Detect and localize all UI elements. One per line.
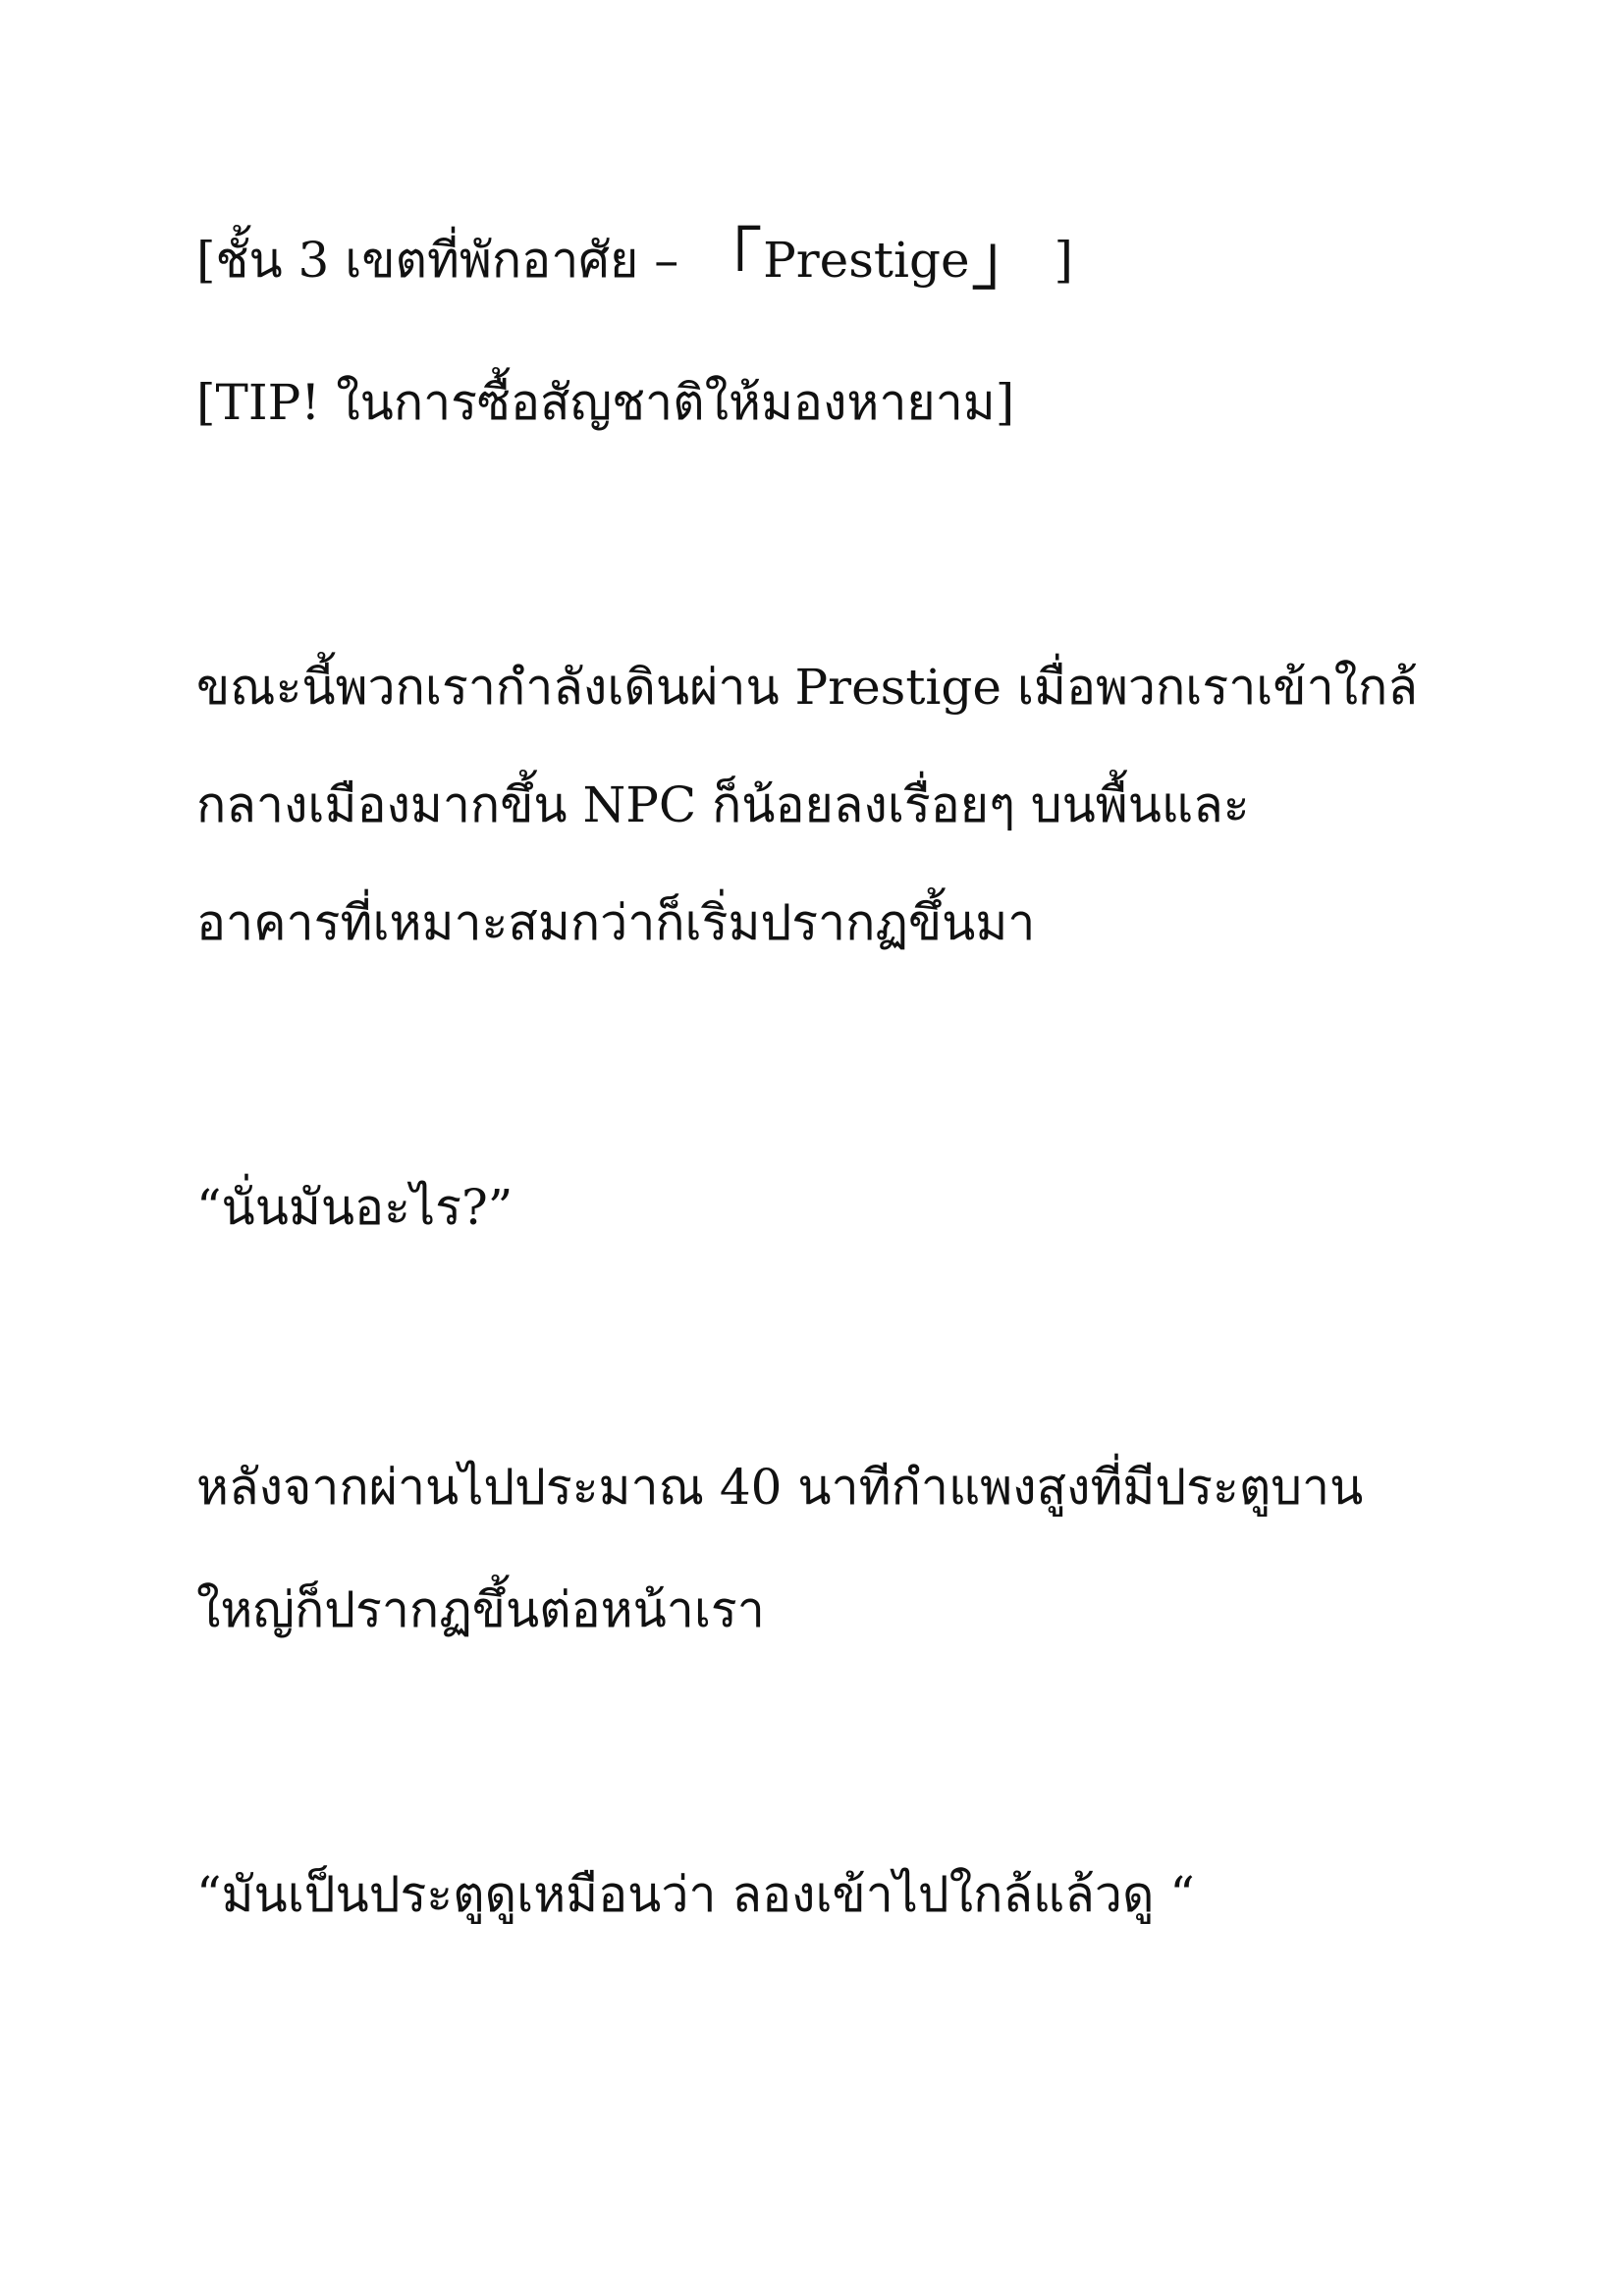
heading-area-name: Prestige — [763, 232, 970, 289]
heading-close-bracket: ] — [1054, 232, 1074, 289]
paragraph-line: หลังจากผ่านไปประมาณ 40 นาทีกำแพงสูงที่มีประตูบาน — [196, 1459, 1364, 1516]
heading-chapter-text: ชั้น 3 เขตที่พักอาศัย – — [215, 232, 679, 289]
heading-corner-close: 」 — [970, 220, 1038, 299]
paragraph-line: ขณะนี้พวกเรากำลังเดินผ่าน Prestige เมื่อพวกเราเข้าใกล้ — [196, 659, 1418, 716]
dialogue-line: “นั่นมันอะไร?” — [196, 1179, 514, 1236]
chapter-heading — [196, 221, 1073, 299]
heading-open-bracket: [ — [196, 232, 216, 289]
paragraph-line: กลางเมืองมากขึ้น NPC ก็น้อยลงเรื่อยๆ บนพื้นและ — [196, 776, 1250, 833]
paragraph-line: ใหญ่ก็ปรากฏขึ้นต่อหน้าเรา — [196, 1581, 765, 1638]
paragraph-line: อาคารที่เหมาะสมกว่าก็เริ่มปรากฏขึ้นมา — [196, 894, 1036, 951]
dialogue-line: “มันเป็นประตูดูเหมือนว่า ลองเข้าไปใกล้แล้วดู “ — [196, 1866, 1195, 1923]
tip-line: [TIP! ในการซื้อสัญชาติให้มองหายาม] — [196, 374, 1015, 431]
heading-corner-open: 「 — [695, 220, 762, 299]
